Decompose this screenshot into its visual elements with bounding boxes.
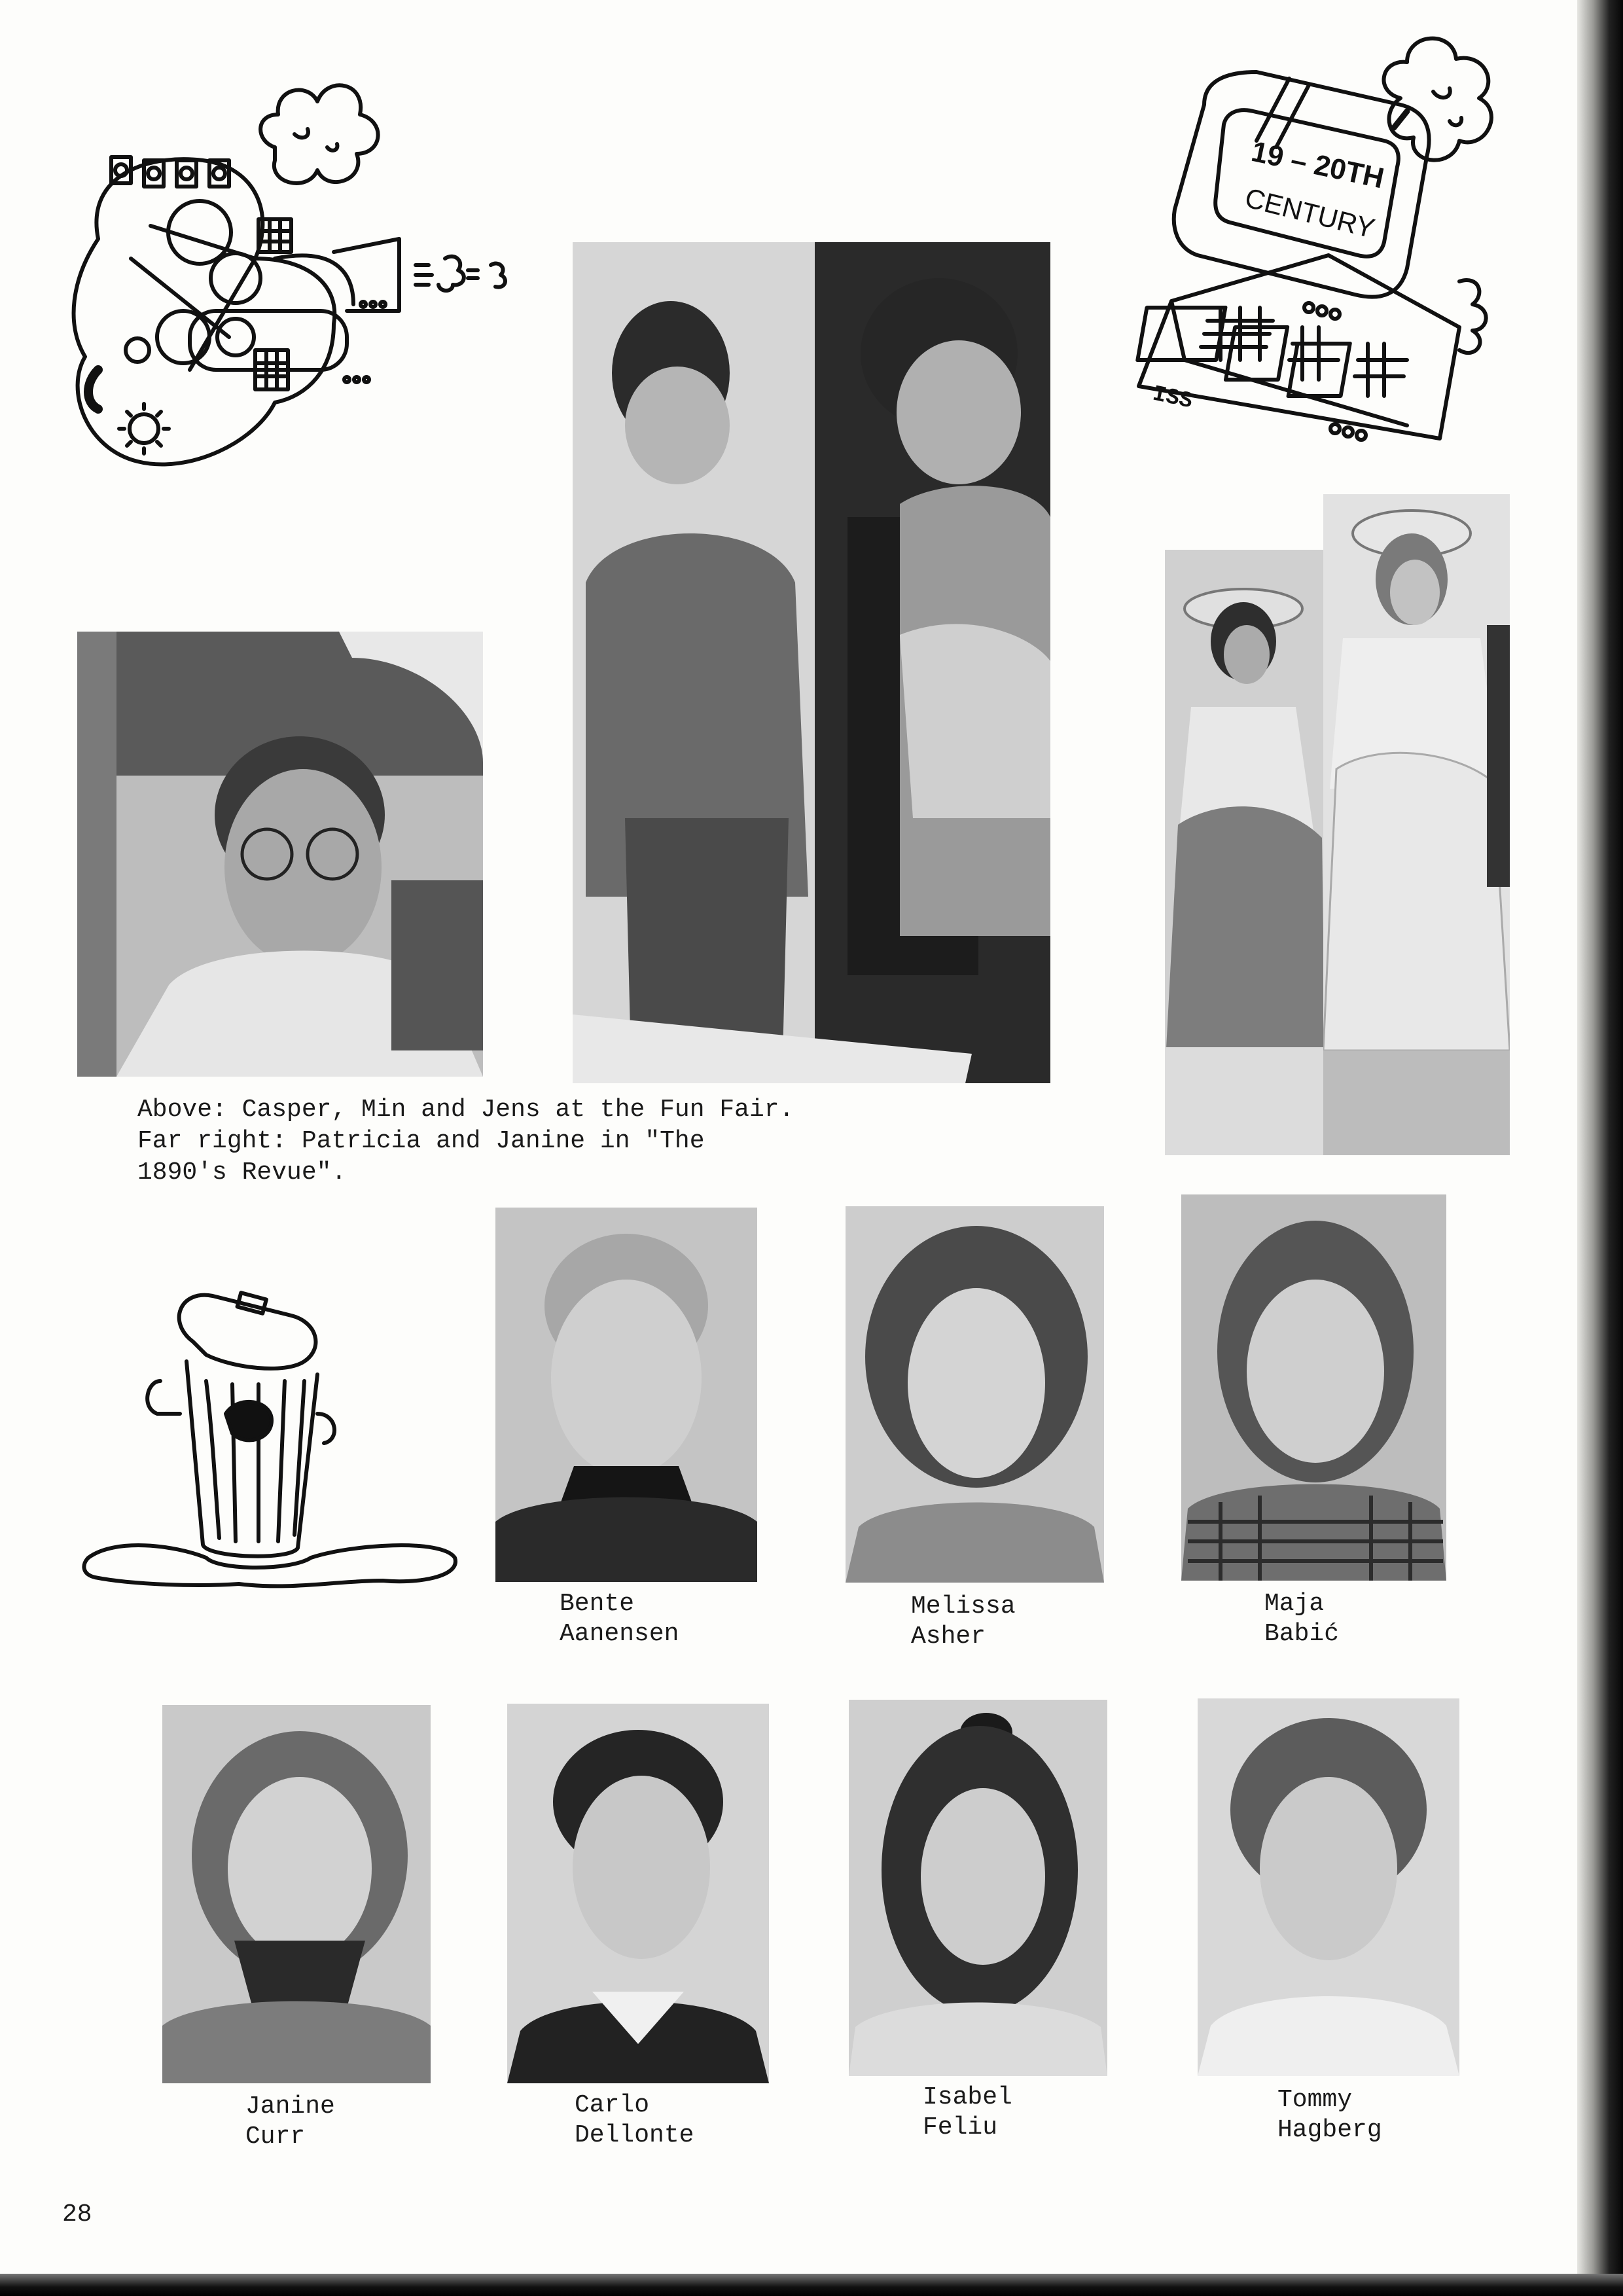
portrait-label-janine-curr [245, 2092, 335, 2152]
portrait-first-name: Carlo [575, 2091, 650, 2119]
portrait-isabel-feliu [849, 1700, 1107, 2076]
portrait-first-name: Bente [560, 1590, 635, 1618]
portrait-label-bente-aanensen [560, 1589, 679, 1649]
computer-screen-line1: 19 – 20TH [1248, 135, 1387, 195]
portrait-last-name: Curr [245, 2123, 306, 2151]
computer-screen-line2: CENTURY [1241, 182, 1378, 244]
portrait-last-name: Babić [1264, 1620, 1340, 1648]
portrait-last-name: Hagberg [1277, 2116, 1382, 2144]
portrait-last-name: Feliu [923, 2113, 998, 2142]
portrait-first-name: Isabel [923, 2083, 1012, 2111]
portrait-label-melissa-asher [911, 1592, 1016, 1652]
photo-caption-line1: Above: Casper, Min and Jens at the Fun Fair. [137, 1096, 794, 1124]
portrait-bente-aanensen [495, 1208, 757, 1582]
photo-caption-line3: 1890's Revue". [137, 1158, 347, 1187]
portrait-first-name: Janine [245, 2092, 335, 2121]
portrait-first-name: Tommy [1277, 2086, 1353, 2114]
portrait-carlo-dellonte [507, 1704, 769, 2083]
portrait-label-carlo-dellonte [575, 2090, 694, 2151]
photo-janine-revue [1323, 494, 1510, 1155]
computer-brand-label: ISS [1150, 382, 1195, 415]
computer-doodle-icon [1093, 20, 1538, 465]
portrait-tommy-hagberg [1198, 1698, 1459, 2076]
photo-casper [77, 632, 483, 1077]
book-spine-edge [1577, 0, 1623, 2296]
portrait-label-isabel-feliu [923, 2083, 1012, 2143]
portrait-last-name: Dellonte [575, 2121, 694, 2149]
page-number: 28 [62, 2200, 92, 2229]
photo-caption-line2: Far right: Patricia and Janine in "The [137, 1127, 705, 1155]
portrait-last-name: Aanensen [560, 1620, 679, 1648]
page-bottom-edge [0, 2274, 1623, 2296]
photo-min-and-jens [573, 242, 1050, 1083]
portrait-janine-curr [162, 1705, 431, 2083]
portrait-last-name: Asher [911, 1623, 986, 1651]
portrait-melissa-asher [846, 1206, 1104, 1583]
steam-machine-doodle-icon [59, 62, 530, 501]
trash-can-doodle-icon [75, 1283, 461, 1590]
portrait-label-maja-babic [1264, 1589, 1339, 1649]
portrait-maja-babic [1181, 1194, 1446, 1581]
portrait-first-name: Maja [1264, 1590, 1325, 1618]
portrait-first-name: Melissa [911, 1592, 1016, 1621]
photo-patricia [1165, 550, 1325, 1155]
portrait-label-tommy-hagberg [1277, 2085, 1382, 2145]
